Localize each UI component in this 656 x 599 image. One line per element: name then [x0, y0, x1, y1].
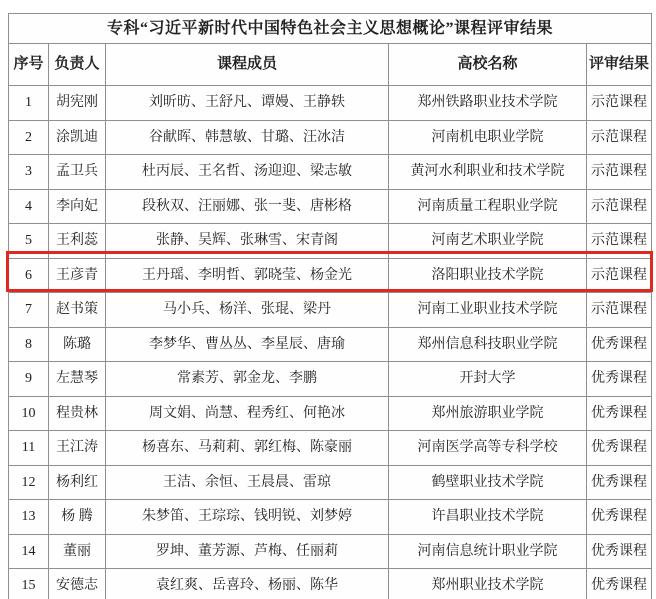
- cell-members: 段秋双、汪丽娜、张一斐、唐彬格: [106, 189, 389, 224]
- col-header-result: 评审结果: [587, 44, 652, 86]
- table-row: [9, 396, 652, 431]
- table-row: [9, 362, 652, 397]
- cell-members: 常素芳、郭金龙、李鹏: [106, 362, 389, 397]
- table-row: [9, 534, 652, 569]
- cell-no: 8: [9, 327, 49, 362]
- cell-result: 示范课程: [587, 224, 652, 259]
- cell-school: 河南质量工程职业学院: [389, 189, 587, 224]
- cell-no: 13: [9, 500, 49, 535]
- results-table-wrap: [8, 13, 651, 599]
- cell-leader: 安德志: [49, 569, 106, 599]
- results-table: [8, 13, 652, 599]
- cell-no: 12: [9, 465, 49, 500]
- cell-no: 5: [9, 224, 49, 259]
- cell-members: 张静、吴辉、张琳雪、宋青阁: [106, 224, 389, 259]
- cell-leader: 陈璐: [49, 327, 106, 362]
- cell-result: 优秀课程: [587, 362, 652, 397]
- cell-school: 河南医学高等专科学校: [389, 431, 587, 466]
- cell-no: 2: [9, 120, 49, 155]
- cell-result: 示范课程: [587, 293, 652, 328]
- cell-leader: 涂凯迪: [49, 120, 106, 155]
- cell-leader: 赵书策: [49, 293, 106, 328]
- cell-leader: 王江涛: [49, 431, 106, 466]
- col-header-members: 课程成员: [106, 44, 389, 86]
- cell-members: 杨喜东、马莉莉、郭红梅、陈豪丽: [106, 431, 389, 466]
- table-row: [9, 465, 652, 500]
- cell-members: 罗坤、董芳源、芦梅、任丽莉: [106, 534, 389, 569]
- cell-no: 6: [9, 258, 49, 293]
- cell-school: 河南机电职业学院: [389, 120, 587, 155]
- table-row: [9, 293, 652, 328]
- cell-members: 朱梦笛、王琮琮、钱明锐、刘梦婷: [106, 500, 389, 535]
- cell-result: 优秀课程: [587, 500, 652, 535]
- cell-no: 15: [9, 569, 49, 599]
- cell-result: 优秀课程: [587, 569, 652, 599]
- cell-school: 鹤壁职业技术学院: [389, 465, 587, 500]
- table-row: [9, 86, 652, 121]
- cell-school: 许昌职业技术学院: [389, 500, 587, 535]
- cell-members: 周文娟、尚慧、程秀红、何艳冰: [106, 396, 389, 431]
- cell-school: 河南工业职业技术学院: [389, 293, 587, 328]
- cell-leader: 李向妃: [49, 189, 106, 224]
- table-row: [9, 155, 652, 190]
- cell-result: 优秀课程: [587, 396, 652, 431]
- table-row: [9, 189, 652, 224]
- cell-school: 郑州职业技术学院: [389, 569, 587, 599]
- cell-leader: 左慧琴: [49, 362, 106, 397]
- cell-no: 10: [9, 396, 49, 431]
- cell-school: 郑州信息科技职业学院: [389, 327, 587, 362]
- cell-no: 11: [9, 431, 49, 466]
- cell-no: 3: [9, 155, 49, 190]
- table-row: [9, 569, 652, 599]
- title-row: [9, 14, 652, 44]
- cell-leader: 董丽: [49, 534, 106, 569]
- cell-members: 王丹瑶、李明哲、郭晓莹、杨金光: [106, 258, 389, 293]
- cell-leader: 王彦青: [49, 258, 106, 293]
- cell-no: 14: [9, 534, 49, 569]
- cell-school: 河南信息统计职业学院: [389, 534, 587, 569]
- cell-school: 洛阳职业技术学院: [389, 258, 587, 293]
- col-header-school: 高校名称: [389, 44, 587, 86]
- cell-result: 优秀课程: [587, 465, 652, 500]
- cell-result: 示范课程: [587, 189, 652, 224]
- cell-no: 9: [9, 362, 49, 397]
- cell-leader: 程贵林: [49, 396, 106, 431]
- cell-leader: 王利蕊: [49, 224, 106, 259]
- cell-result: 优秀课程: [587, 431, 652, 466]
- cell-leader: 孟卫兵: [49, 155, 106, 190]
- cell-result: 示范课程: [587, 120, 652, 155]
- cell-result: 示范课程: [587, 155, 652, 190]
- table-row-highlighted: [9, 258, 652, 293]
- table-row: [9, 327, 652, 362]
- cell-members: 杜丙辰、王名哲、汤迎迎、梁志敏: [106, 155, 389, 190]
- table-row: [9, 500, 652, 535]
- cell-members: 谷献晖、韩慧敏、甘璐、汪冰洁: [106, 120, 389, 155]
- cell-members: 袁红爽、岳喜玲、杨丽、陈华: [106, 569, 389, 599]
- col-header-leader: 负责人: [49, 44, 106, 86]
- cell-members: 王洁、余恒、王晨晨、雷琼: [106, 465, 389, 500]
- cell-result: 优秀课程: [587, 534, 652, 569]
- table-row: [9, 431, 652, 466]
- cell-members: 李梦华、曹丛丛、李星辰、唐瑜: [106, 327, 389, 362]
- table-title: 专科“习近平新时代中国特色社会主义思想概论”课程评审结果: [9, 14, 652, 44]
- cell-result: 示范课程: [587, 86, 652, 121]
- cell-leader: 杨 腾: [49, 500, 106, 535]
- cell-school: 黄河水利职业和技术学院: [389, 155, 587, 190]
- cell-leader: 胡宪刚: [49, 86, 106, 121]
- cell-no: 7: [9, 293, 49, 328]
- table-row: [9, 120, 652, 155]
- cell-members: 刘昕昉、王舒凡、谭嫚、王静轶: [106, 86, 389, 121]
- cell-school: 开封大学: [389, 362, 587, 397]
- header-row: [9, 44, 652, 86]
- cell-result: 优秀课程: [587, 327, 652, 362]
- cell-members: 马小兵、杨洋、张琨、梁丹: [106, 293, 389, 328]
- cell-school: 郑州旅游职业学院: [389, 396, 587, 431]
- cell-no: 1: [9, 86, 49, 121]
- cell-no: 4: [9, 189, 49, 224]
- cell-school: 河南艺术职业学院: [389, 224, 587, 259]
- cell-result: 示范课程: [587, 258, 652, 293]
- table-row: [9, 224, 652, 259]
- cell-leader: 杨利红: [49, 465, 106, 500]
- col-header-no: 序号: [9, 44, 49, 86]
- cell-school: 郑州铁路职业技术学院: [389, 86, 587, 121]
